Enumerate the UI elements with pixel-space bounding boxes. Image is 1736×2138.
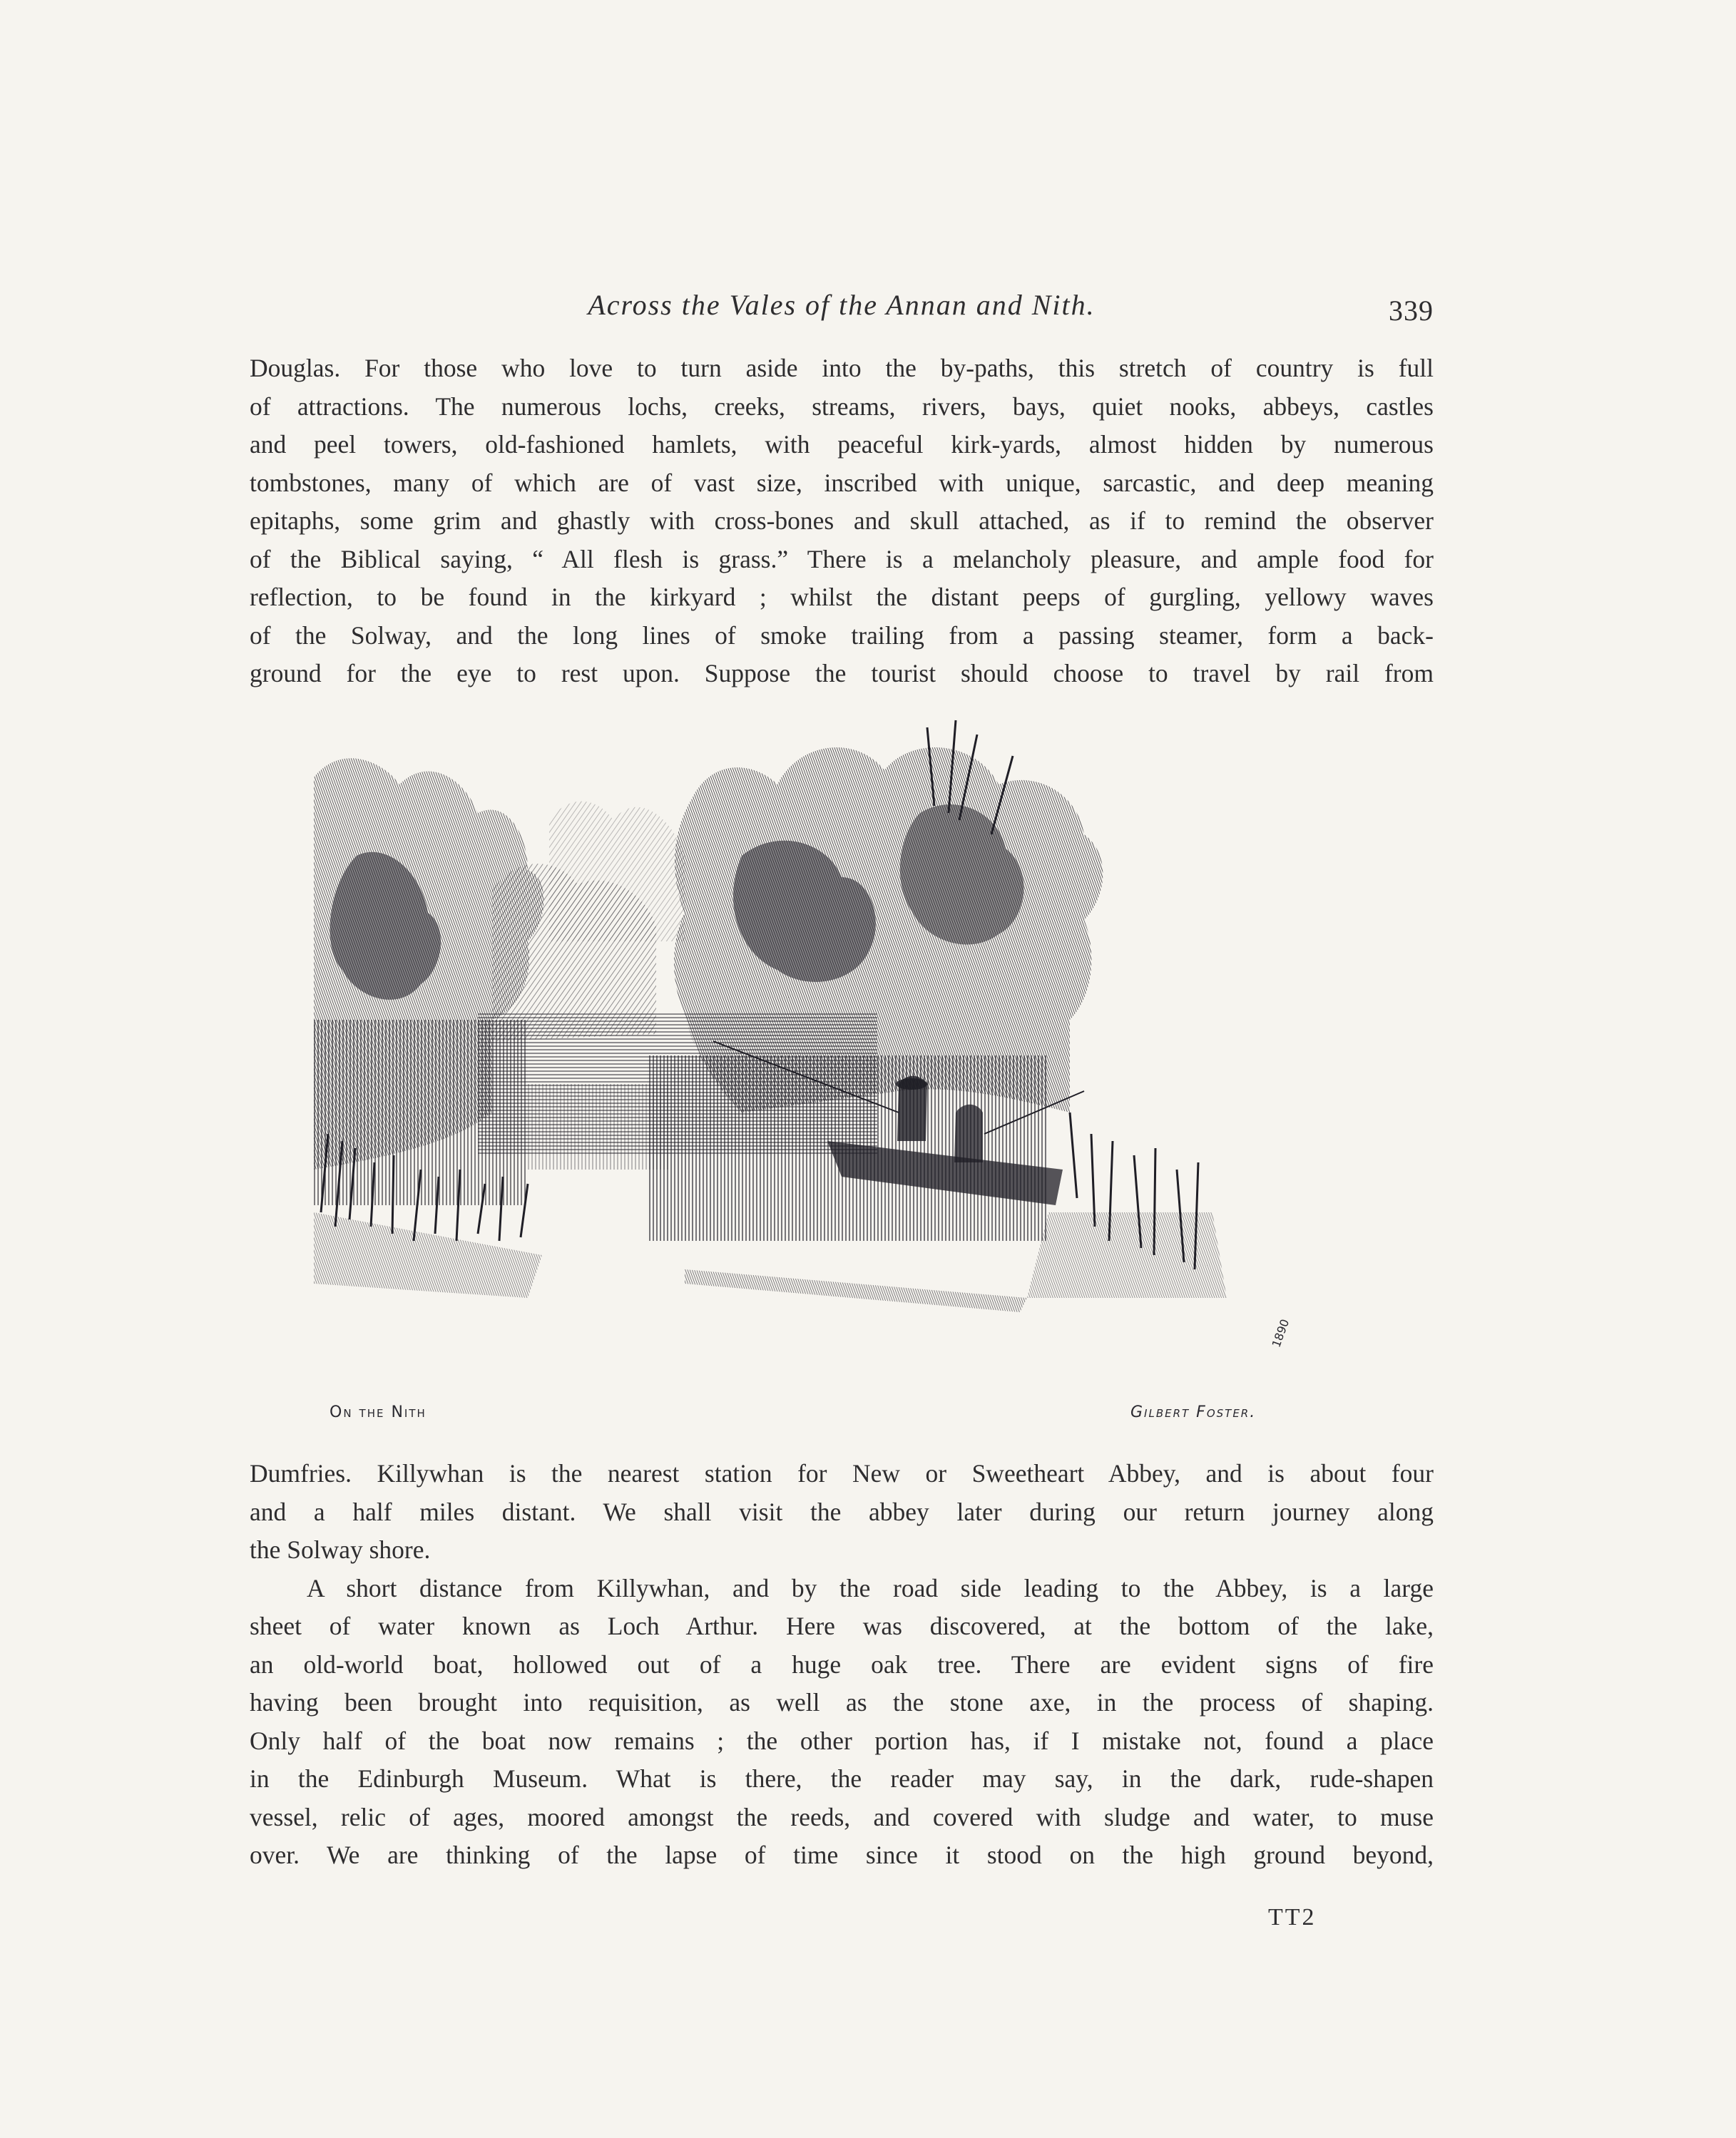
text-line: of the Biblical saying, “ All flesh is grass.” There is a melancholy pleasure, and ample food for [250,544,1434,573]
text-line: the Solway shore. [250,1535,431,1564]
text-line: over. We are thinking of the lapse of time since it stood on the high ground beyond, [250,1841,1434,1869]
text-line: ground for the eye to rest upon. Suppose the tourist should choose to travel by rail from [250,659,1434,687]
text-line: A short distance from Killywhan, and by the road side leading to the Abbey, is a large [307,1573,1434,1602]
text-line: an old-world boat, hollowed out of a huge oak tree. There are evident signs of fire [250,1649,1434,1679]
printer-signature: TT2 [1268,1904,1317,1930]
text-line: having been brought into requisition, as well as the stone axe, in the process of shaping. [250,1688,1434,1717]
text-line: Only half of the boat now remains ; the other portion has, if I mistake not, found a place [250,1726,1434,1755]
artist-monogram: 1890 [1269,1317,1292,1349]
page-number: 339 [1389,295,1434,327]
text-line: Douglas. For those who love to turn aside into the by-paths, this stretch of country is full [250,354,1434,382]
bottom-text [250,1455,1434,1875]
text-line: and a half miles distant. We shall visit the abbey later during our return journey along [250,1497,1434,1526]
running-title: Across the Vales of the Annan and Nith. [588,289,1096,321]
text-line: reflection, to be found in the kirkyard ; whilst the distant peeps of gurgling, yellowy waves [250,583,1434,611]
text-line: vessel, relic of ages, moored amongst the reeds, and covered with sludge and water, to muse [250,1802,1434,1831]
text-line: sheet of water known as Loch Arthur. Here was discovered, at the bottom of the lake, [250,1612,1434,1640]
engraving-illustration [314,713,1369,1441]
engraving-drawing [314,713,1369,1441]
text-line: tombstones, many of which are of vast size, inscribed with unique, sarcastic, and deep meaning [250,468,1434,497]
figure-caption-left: On the Nith [330,1403,427,1421]
text-line: of the Solway, and the long lines of smoke trailing from a passing steamer, form a back- [250,620,1434,650]
text-line: Dumfries. Killywhan is the nearest station for New or Sweetheart Abbey, and is about four [250,1459,1434,1488]
text-line: in the Edinburgh Museum. What is there, the reader may say, in the dark, rude-shapen [250,1764,1434,1793]
running-head [250,284,1434,334]
text-line: epitaphs, some grim and ghastly with cross-bones and skull attached, as if to remind the observer [250,506,1434,535]
figure-caption-right: Gilbert Foster. [1130,1403,1257,1421]
top-paragraph [250,349,1434,693]
text-line: and peel towers, old-fashioned hamlets, with peaceful kirk-yards, almost hidden by numerous [250,430,1434,459]
text-line: of attractions. The numerous lochs, creeks, streams, rivers, bays, quiet nooks, abbeys, castles [250,392,1434,421]
